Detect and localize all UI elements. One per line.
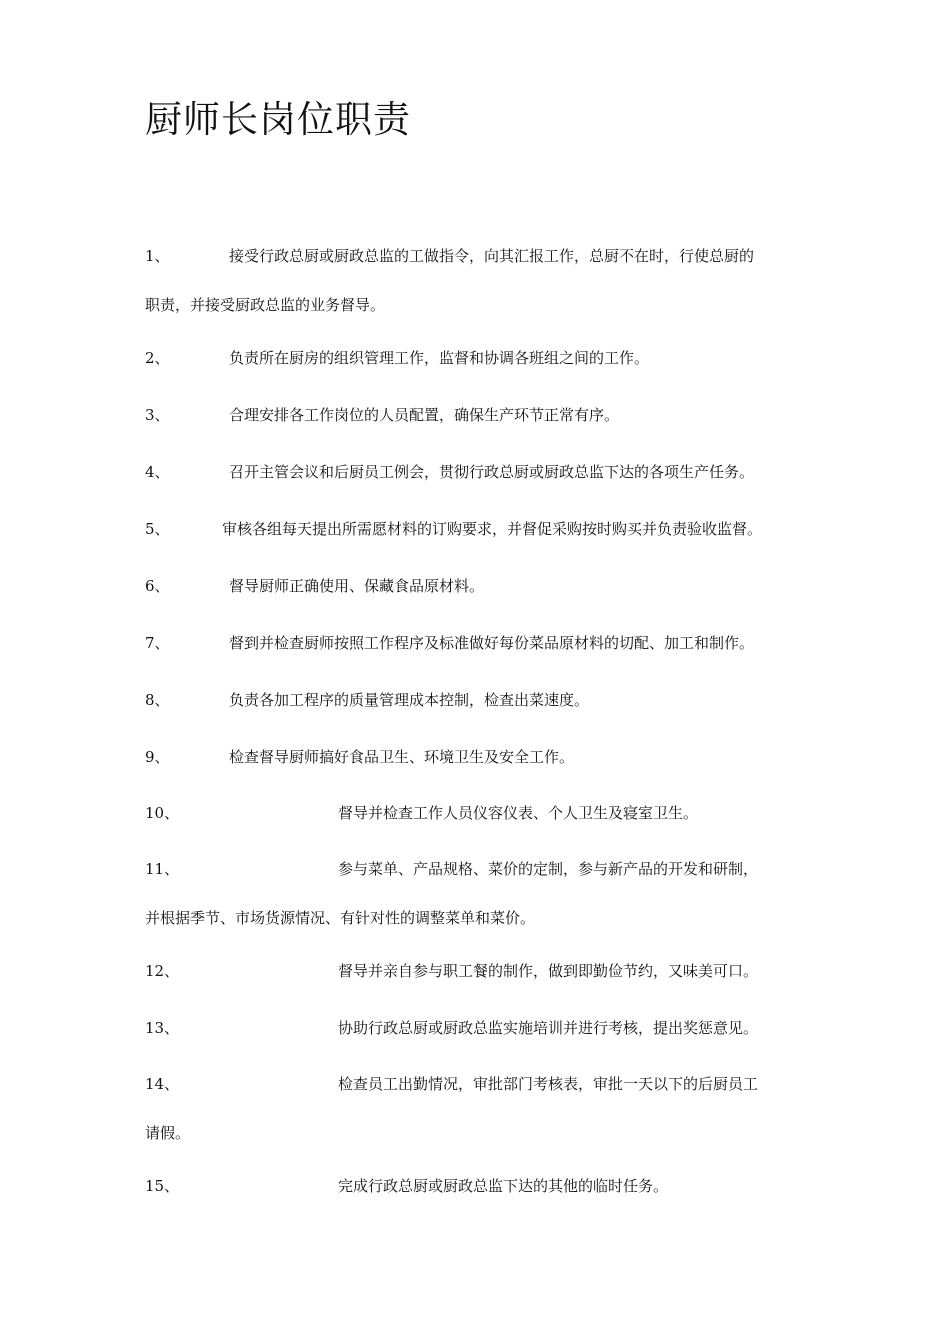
item-text-line: 合理安排各工作岗位的人员配置，确保生产环节正常有序。 — [229, 406, 620, 424]
item-number: 3、 — [145, 406, 170, 424]
item-text — [338, 845, 758, 894]
item-text — [229, 562, 484, 611]
item-text-line: 督导并亲自参与职工餐的制作，做到即勤俭节约，又味美可口。 — [338, 962, 759, 980]
item-text-line: 督到并检查厨师按照工作程序及标准做好每份菜品原材料的切配、加工和制作。 — [229, 634, 755, 652]
document-title: 厨师长岗位职责 — [145, 98, 411, 141]
item-text — [222, 505, 762, 554]
item-number: 9、 — [145, 748, 170, 766]
item-text — [229, 391, 619, 440]
item-text-line: 督导厨师正确使用、保藏食品原材料。 — [229, 577, 485, 595]
item-text — [229, 619, 754, 668]
item-text-line: 召开主管会议和后厨员工例会，贯彻行政总厨或厨政总监下达的各项生产任务。 — [229, 463, 755, 481]
item-text-line: 检查督导厨师搞好食品卫生、环境卫生及安全工作。 — [229, 748, 575, 766]
item-text-line: 完成行政总厨或厨政总监下达的其他的临时任务。 — [338, 1177, 669, 1195]
item-number: 12、 — [145, 962, 180, 980]
item-text-line: 协助行政总厨或厨政总监实施培训并进行考核，提出奖惩意见。 — [338, 1019, 759, 1037]
item-text — [229, 232, 754, 281]
item-text — [338, 1060, 758, 1109]
item-text — [338, 947, 758, 996]
item-text-continued: 请假。 — [145, 1124, 191, 1142]
item-text — [338, 789, 698, 838]
item-text-line: 督导并检查工作人员仪容仪表、个人卫生及寝室卫生。 — [338, 804, 699, 822]
item-number: 8、 — [145, 691, 170, 709]
item-text — [338, 1004, 758, 1053]
item-text — [229, 676, 589, 725]
item-number: 14、 — [145, 1075, 180, 1093]
item-text — [338, 1162, 668, 1211]
item-number: 7、 — [145, 634, 170, 652]
item-number: 2、 — [145, 349, 170, 367]
item-text-line: 参与菜单、产品规格、菜价的定制，参与新产品的开发和研制， — [338, 860, 759, 878]
item-text-continued: 并根据季节、市场货源情况、有针对性的调整菜单和菜价。 — [145, 909, 536, 927]
item-text — [229, 448, 754, 497]
item-number: 5、 — [145, 520, 170, 538]
item-number: 15、 — [145, 1177, 180, 1195]
item-text-line: 检查员工出勤情况，审批部门考核表，审批一天以下的后厨员工 — [338, 1075, 759, 1093]
item-text-line: 负责所在厨房的组织管理工作，监督和协调各班组之间的工作。 — [229, 349, 650, 367]
item-number: 4、 — [145, 463, 170, 481]
item-text-line: 审核各组每天提出所需愿材料的订购要求，并督促采购按时购买并负责验收监督。 — [222, 520, 763, 538]
item-text-continued: 职责，并接受厨政总监的业务督导。 — [145, 296, 386, 314]
item-number: 11、 — [145, 860, 180, 878]
item-text — [229, 733, 574, 782]
item-number: 10、 — [145, 804, 180, 822]
item-number: 1、 — [145, 247, 170, 265]
item-text-line: 接受行政总厨或厨政总监的工做指令，向其汇报工作，总厨不在时，行使总厨的 — [229, 247, 755, 265]
item-text — [229, 334, 649, 383]
item-text-line: 负责各加工程序的质量管理成本控制，检查出菜速度。 — [229, 691, 590, 709]
item-number: 6、 — [145, 577, 170, 595]
item-number: 13、 — [145, 1019, 180, 1037]
